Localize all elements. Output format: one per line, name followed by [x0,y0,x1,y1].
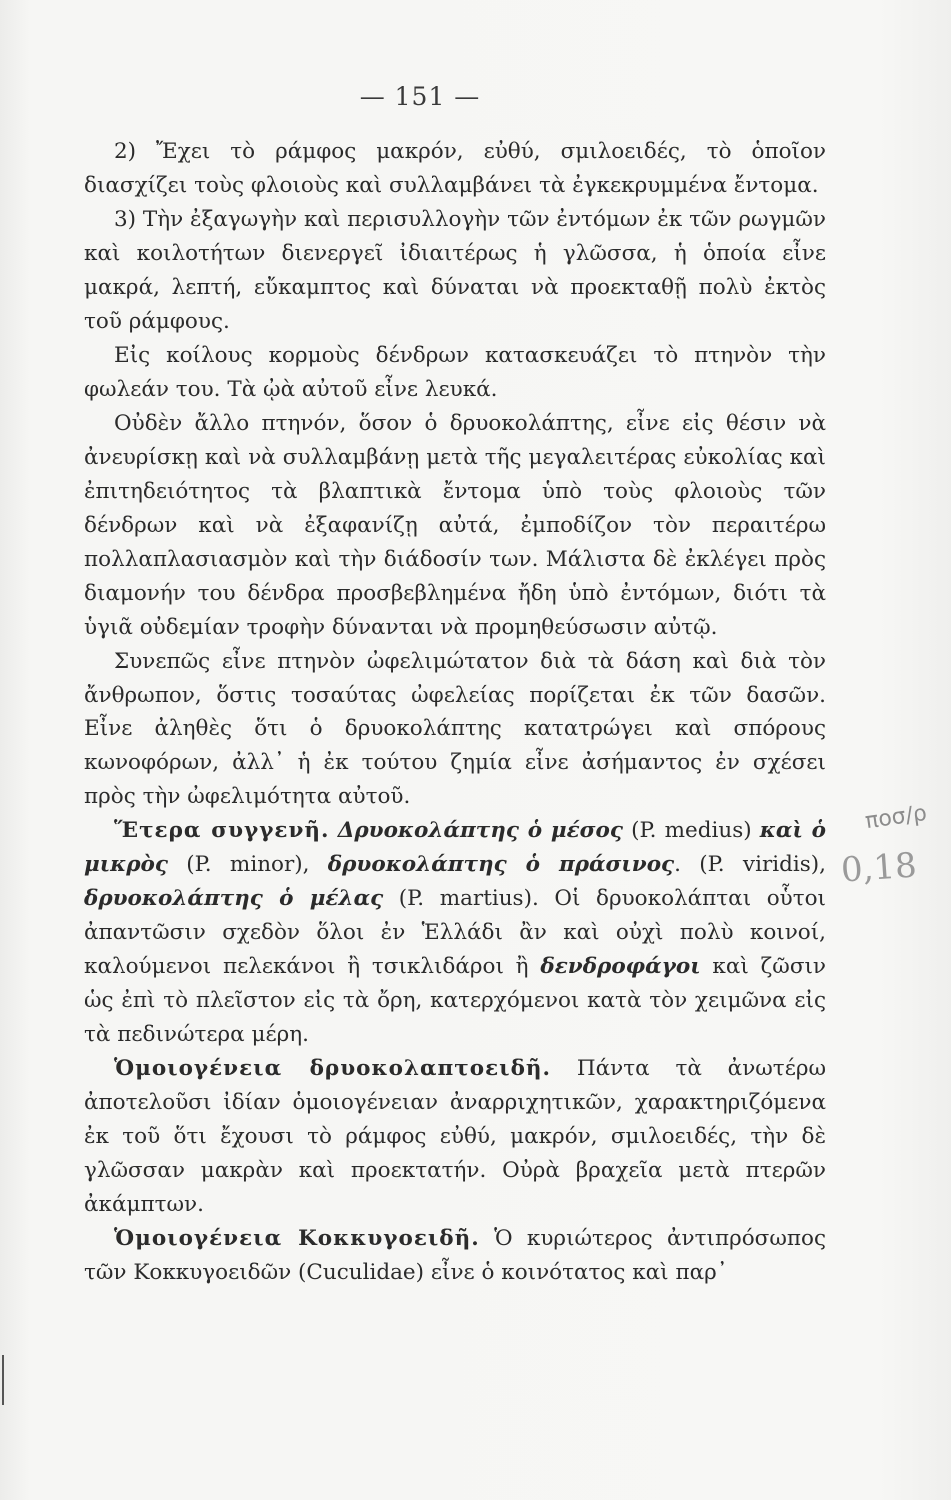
body-text-span: (P. martius). Οἱ δρυοκολάπται οὗτοι ἀπαντῶσιν σχεδὸν ὅλοι ἐν Ἑλλάδι ἂν καὶ οὐχὶ πολὺ κοινοί, καλούμενοι πελεκάνοι ἢ τσικλιδάροι ἢ [84,886,826,980]
handwritten-number: 0,18 [839,845,919,891]
paragraph: 3) Τὴν ἐξαγωγὴν καὶ περισυλλογὴν τῶν ἐντόμων ἐκ τῶν ρωγμῶν καὶ κοιλοτήτων διενεργεῖ ἰδιαιτέρως ἡ γλῶσσα, ἡ ὁποία εἶνε μακρά, λεπτή, εὔκαμπτος καὶ δύναται νὰ προεκταθῇ πολὺ ἐκτὸς τοῦ ράμφους. [84,206,826,334]
body-text-span: καὶ ζῶσιν ὡς ἐπὶ τὸ πλεῖστον εἰς τὰ ὄρη, κατερχόμενοι κατὰ τὸν χειμῶνα εἰς τὰ πεδινώτερα μέρη. [84,954,826,1048]
species-name: ὁ μικρὸς [84,818,827,878]
latin-name: . (P. viridis), [674,852,826,878]
section-heading: Ὁμοιογένεια Κοκκυγοειδῆ. [114,1226,480,1251]
family-paragraph [84,1052,826,1222]
species-paragraph [84,814,826,1052]
body-text [84,135,826,1290]
body-text-span: Ὁ κυριώτερος ἀντιπρόσωπος τῶν Κοκκυγοειδῶν (Cuculidae) εἶνε ὁ κοινότατος καὶ παρ᾽ [84,1226,826,1285]
paragraph: Συνεπῶς εἶνε πτηνὸν ὠφελιμώτατον διὰ τὰ δάση καὶ διὰ τὸν ἄνθρωπον, ὅστις τοσαύτας ὠφελείας πορίζεται ἐκ τῶν δασῶν. Εἶνε ἀληθὲς ὅτι ὁ δρυοκολάπτης κατατρώγει καὶ σπόρους κωνοφόρων, ἀλλ᾽ ἡ ἐκ τούτου ζημία εἶνε ἀσήμαντος ἐν σχέσει πρὸς τὴν ὠφελιμότητα αὐτοῦ. [84,648,826,810]
conjunction: καὶ [759,818,803,844]
page-number: — 151 — [359,82,481,111]
body-text-span: Πάντα τὰ ἀνωτέρω ἀποτελοῦσι ἰδίαν ὁμοιογένειαν ἀναρριχητικῶν, χαρακτηριζόμενα ἐκ τοῦ ὅτι ἔχουσι τὸ ράμφος εὐθύ, μακρόν, σμιλοειδές, τὴν δὲ γλῶσσαν μακρὰν καὶ προεκτατήν. Οὐρὰ βραχεῖα μετὰ πτερῶν ἀκάμπτων. [84,1056,827,1218]
latin-name: (P. minor), [167,852,328,878]
paragraph: Εἰς κοίλους κορμοὺς δένδρων κατασκευάζει τὸ πτηνὸν τὴν φωλεάν του. Τὰ ᾠὰ αὐτοῦ εἶνε λευκά. [84,342,826,402]
species-name: δρυοκολάπτης ὁ πράσινος [327,852,675,878]
section-heading: Ὁμοιογένεια δρυοκολαπτοειδῆ. [114,1056,552,1082]
family-paragraph [84,1222,826,1290]
margin-mark [2,1355,4,1405]
latin-name: (P. medius) [622,818,760,844]
species-name: δρυοκολάπτης ὁ μέλας [84,886,384,912]
paragraph: 2) Ἔχει τὸ ράμφος μακρόν, εὐθύ, σμιλοειδές, τὸ ὁποῖον διασχίζει τοὺς φλοιοὺς καὶ συλλαμβάνει τὰ ἐγκεκρυμμένα ἔντομα. [84,139,826,198]
section-heading: Ἕτερα συγγενῆ. [114,818,330,844]
handwritten-note: ποσ/ρ [863,800,929,835]
paragraph: Οὐδὲν ἄλλο πτηνόν, ὅσον ὁ δρυοκολάπτης, εἶνε εἰς θέσιν νὰ ἀνευρίσκῃ καὶ νὰ συλλαμβάνῃ μετὰ τῆς μεγαλειτέρας εὐκολίας καὶ ἐπιτηδειότητος τὰ βλαπτικὰ ἔντομα ὑπὸ τοὺς φλοιοὺς τῶν δένδρων καὶ νὰ ἐξαφανίζῃ αὐτά, ἐμποδίζον τὸν περαιτέρω πολλαπλασιασμὸν καὶ τὴν διάδοσίν των. Μάλιστα δὲ ἐκλέγει πρὸς διαμονήν του δένδρα προσβεβλημένα ἤδη ὑπὸ ἐντόμων, διότι τὰ ὑγιᾶ οὐδεμίαν τροφὴν δύνανται νὰ προμηθεύσωσιν αὐτῷ. [84,410,826,640]
species-name: δενδροφάγοι [540,954,701,980]
species-name: Δρυοκολάπτης ὁ μέσος [337,818,623,844]
